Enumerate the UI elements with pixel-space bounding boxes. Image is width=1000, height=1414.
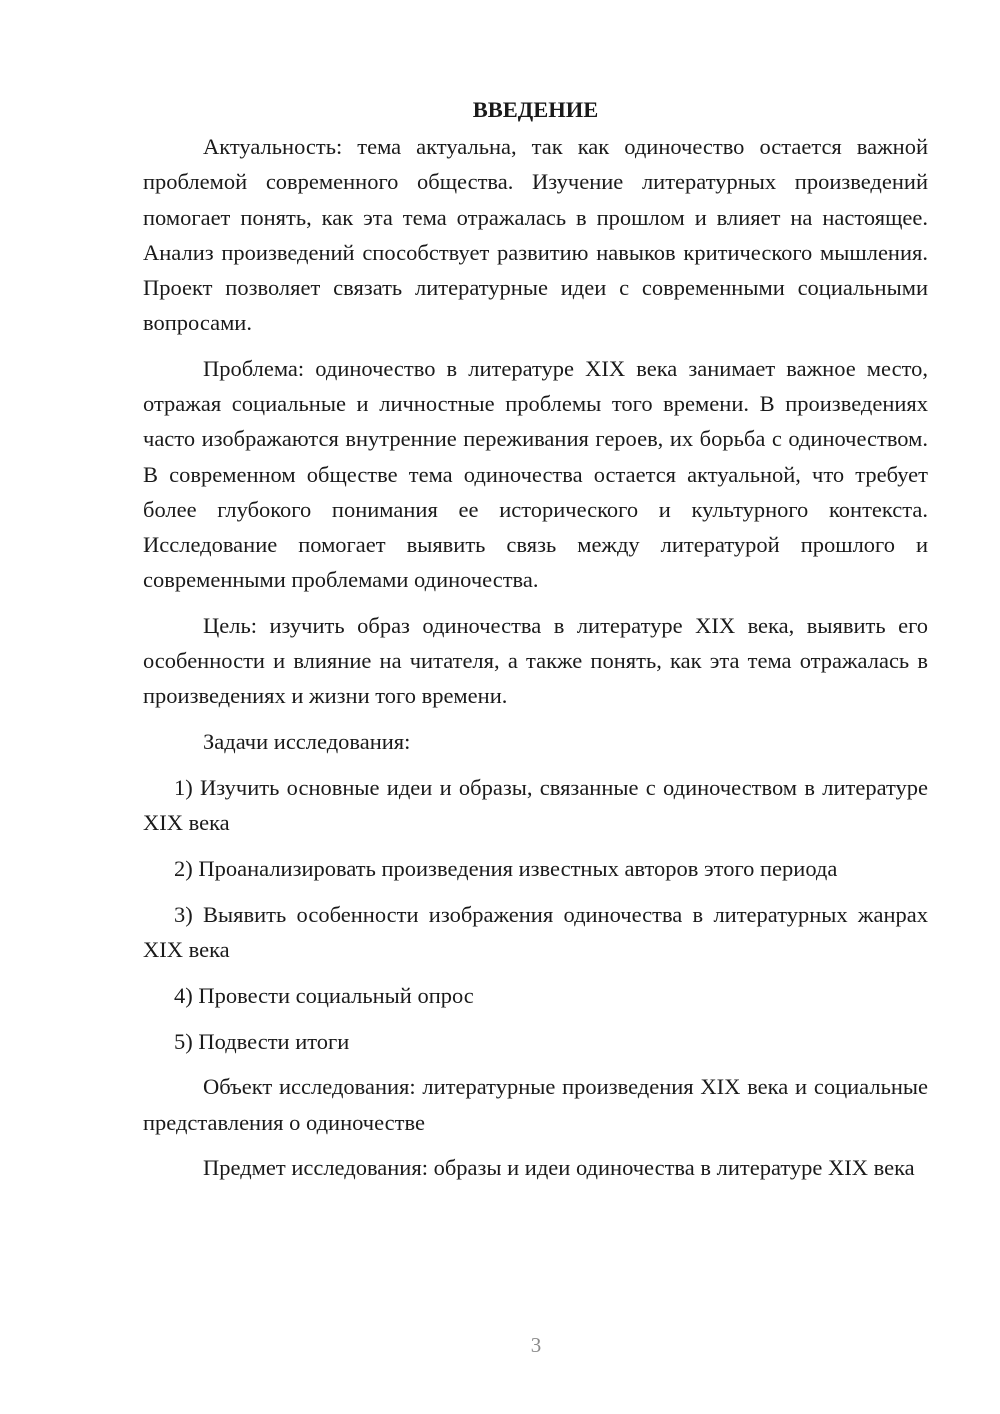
tasks-heading: Задачи исследования: — [203, 729, 411, 755]
task-list — [143, 770, 928, 1059]
list-item: 4) Провести социальный опрос — [174, 982, 474, 1008]
goal-paragraph: Цель: изучить образ одиночества в литературе XIX века, выявить его особенности и влияние на читателя, а также понять, как эта тема отражалась в произведениях и жизни того времени. — [143, 613, 928, 709]
subject-paragraph: Предмет исследования: образы и идеи одиночества в литературе XIX века — [203, 1155, 915, 1181]
page-content — [143, 92, 928, 1196]
page-title: ВВЕДЕНИЕ — [472, 97, 599, 122]
relevance-paragraph: Актуальность: тема актуальна, так как одиночество остается важной проблемой современного общества. Изучение литературных произведений помогает понять, как эта тема отражалась в прошлом и влияет на настоящее. Анализ произведений способствует развитию навыков критического мышления. Проект позволяет связать литературные идеи с современными социальными вопросами. — [143, 134, 928, 336]
list-item: 3) Выявить особенности изображения одиночества в литературных жанрах XIX века — [143, 901, 928, 963]
list-item: 1) Изучить основные идеи и образы, связанные с одиночеством в литературе XIX века — [143, 775, 928, 836]
list-item: 2) Проанализировать произведения известных авторов этого периода — [174, 856, 838, 882]
problem-paragraph: Проблема: одиночество в литературе XIX века занимает важное место, отражая социальные и личностные проблемы того времени. В произведениях часто изображаются внутренние переживания героев, их борьба с одиночеством. В современном обществе тема одиночества остается актуальной, что требует более глубокого понимания ее исторического и культурного контекста. Исследование помогает выявить связь между литературой прошлого и современными проблемами одиночества. — [143, 356, 928, 593]
page-number: 3 — [530, 1333, 542, 1357]
object-paragraph: Объект исследования: литературные произведения XIX века и социальные представления о одиночестве — [143, 1074, 928, 1135]
list-item: 5) Подвести итоги — [174, 1028, 350, 1054]
